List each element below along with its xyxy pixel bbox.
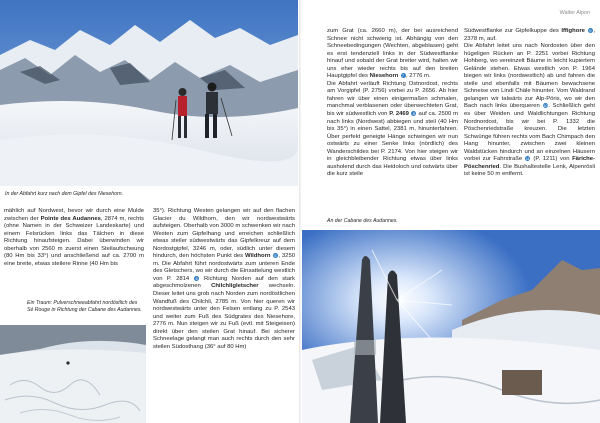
photo-ski-descent [0,0,298,186]
waypoint-marker-9: 9 [589,28,592,33]
waypoint-marker-10: 10 [543,103,548,109]
caption-photo-1: In der Abfahrt kurz nach dem Gipfel des Niesehorn. [5,191,124,197]
text-column-3: zum Grat (ca. 2660 m), der bei ausreichend Schnee nicht schwierig ist. Abhängig von den Schneebedingungen (Wechten, abgeblasen) geht es erst tendenziell links in der Südwestflanke hinauf und sobald der Grat breiter wird, halten wir uns eher wieder rechts bis auf den breiten Hauptgipfel des Niesehorn 7 , 2776 m. Die Abfahrt verläuft Richtung Ostnordost, rechts am Vorgipfel (P. 2756) vorbei zu P. 2656. Ab hier fahren wir über einen einigermaßen schmalen, manchmal verblasenen oder überwechteten Grat, bis wir südwestlich von P. 2469 8 auf ca. 2500 m nach links (Nordwest) abbiegen und steil (40 Hm bis 35°) in einen Sattel, 2381 m, hinunterfahren. Über perfekt geneigte Hänge schwingen wir nun ostwärts zu einer Senke links (nördlich) des Wanderschildes bei P. 2174. Von hier steigen wir in gleichbleibender Richtung etwas über links ausholend durch das Heidoloch und ostwärts über die kurz steile [327,28,459,178]
place-pointe-des-audannes: Pointe des Audannes [40,215,101,222]
page-gutter [299,0,301,423]
waypoint-marker-6: 6 [195,275,198,281]
text-column-4: Südwestflanke zur Gipfelkuppe des Iffighore 9 , 2378 m, auf. Die Abfahrt leitet uns nach Nordosten über den hügeligen Rücken an P. 2251 vorbei Richtung Hohberg, wo vereinzelt Bäume in leicht kupiertem Gelände stehen. Etwas westlich von P. 1964 biegen wir links (nordwestlich) ab und fahren die steile und ebenfalls mit Bäumen bewachsene Schneise von Lindi Chäle hinunter. Vom Waldrand gelangen wir talwärts zur Alp-Pöris, wo wir den Bach nach links überqueren 10. Schließlich geht es über Weiden und Waldlichtungen Richtung Nordnordost, bis wir bei P. 1332 die Pöschenriedstraße kreuzen. Die letzten Schwünge führen rechts vom Bach Chimpach den Hang hinunter, zwischen zwei kleinen Waldstücken hindurch und an einzelnen Häusern vorbei zur Fahrstraße 11 (P. 1211) von Färiche-Pöschenried. Die Bushaltestelle Lenk, Alpenrösli ist keine 50 m entfernt. [464,28,596,178]
place-iffighore: Iffighore [561,28,585,34]
place-faeriche-poeschenried: Färiche-Pöschenried [464,156,595,170]
photo-cabane-skis [302,230,600,423]
place-p2469: P. 2469 [389,111,409,118]
place-niesehorn: Niesehorn [369,73,399,80]
waypoint-marker-7: 7 [401,73,405,79]
waypoint-marker-11: 11 [525,156,530,162]
text-column-2: 35°). Richtung Westen gelangen wir auf den flachen Glacier du Wildhorn, den wir nordwestwärts aufsteigen. Oberhalb von 3000 m schwenken wir nach Westen zum Gipfelhang und erreichen schließlich etwas steiler südwestwärts das Gipfelkreuz auf dem Nordostgipfel, 3246 m, oder, südlich unter diesem hindurch, den höchsten Punkt des Wildhorn 5 , 3250 m. Die Abfahrt führt nordostwärts zum unteren Ende des Gletschers, wo wir durch die Einsattelung westlich von P. 2814 6 Richtung Norden auf den stark abgeschmolzenen Chilchligletscher wechseln. Dieser leitet uns grob nach Norden zum nordöstlichen Wandfuß des Chilchli, 2785 m. Von hier queren wir nordwestwärts unter den Felsen entlang zu P. 2543 und weiter zum Fuß des Südgrates des Niesehore, 2776 m. Nun steigen wir zu Fuß (evtl. mit Steigeisen) direkt über den steilen Grat hinauf. Bei sicherer Schneelage gelangt man auch rechts durch den sehr steilen Südosthang (36° auf 80 Hm) [153,208,296,350]
running-header-author: Walter Alpon [559,10,590,16]
waypoint-marker-8: 8 [412,111,415,117]
caption-photo-2: Ein Traum: Pulverschneeabfahrt nordöstlich des Sé Rouge in Richtung der Cabane des Audannes. [27,300,142,313]
waypoint-marker-5: 5 [274,253,277,259]
caption-photo-3: An der Cabane des Audannes. [327,218,398,224]
place-chilchligletscher: Chilchligletscher [211,283,259,290]
place-wildhorn: Wildhorn [245,253,271,260]
text-column-1: mählich auf Nordwest, bevor wir durch eine Mulde zwischen der Pointe des Audannes, 2874 m, rechts (ohne Namen in der Schweizer Landeskarte) und einem Felsrücken links das Tälchen in diese Richtung hinaufsteigen. Dabei überwinden wir oberhalb von 2560 m zuerst einen Steilaufschwung (80 Hm bis 33°) und anschließend auf ca. 2700 m eine breite, etwas steilere Rinne (40 Hm bis [4,208,144,267]
photo-powder-tracks [0,325,146,423]
